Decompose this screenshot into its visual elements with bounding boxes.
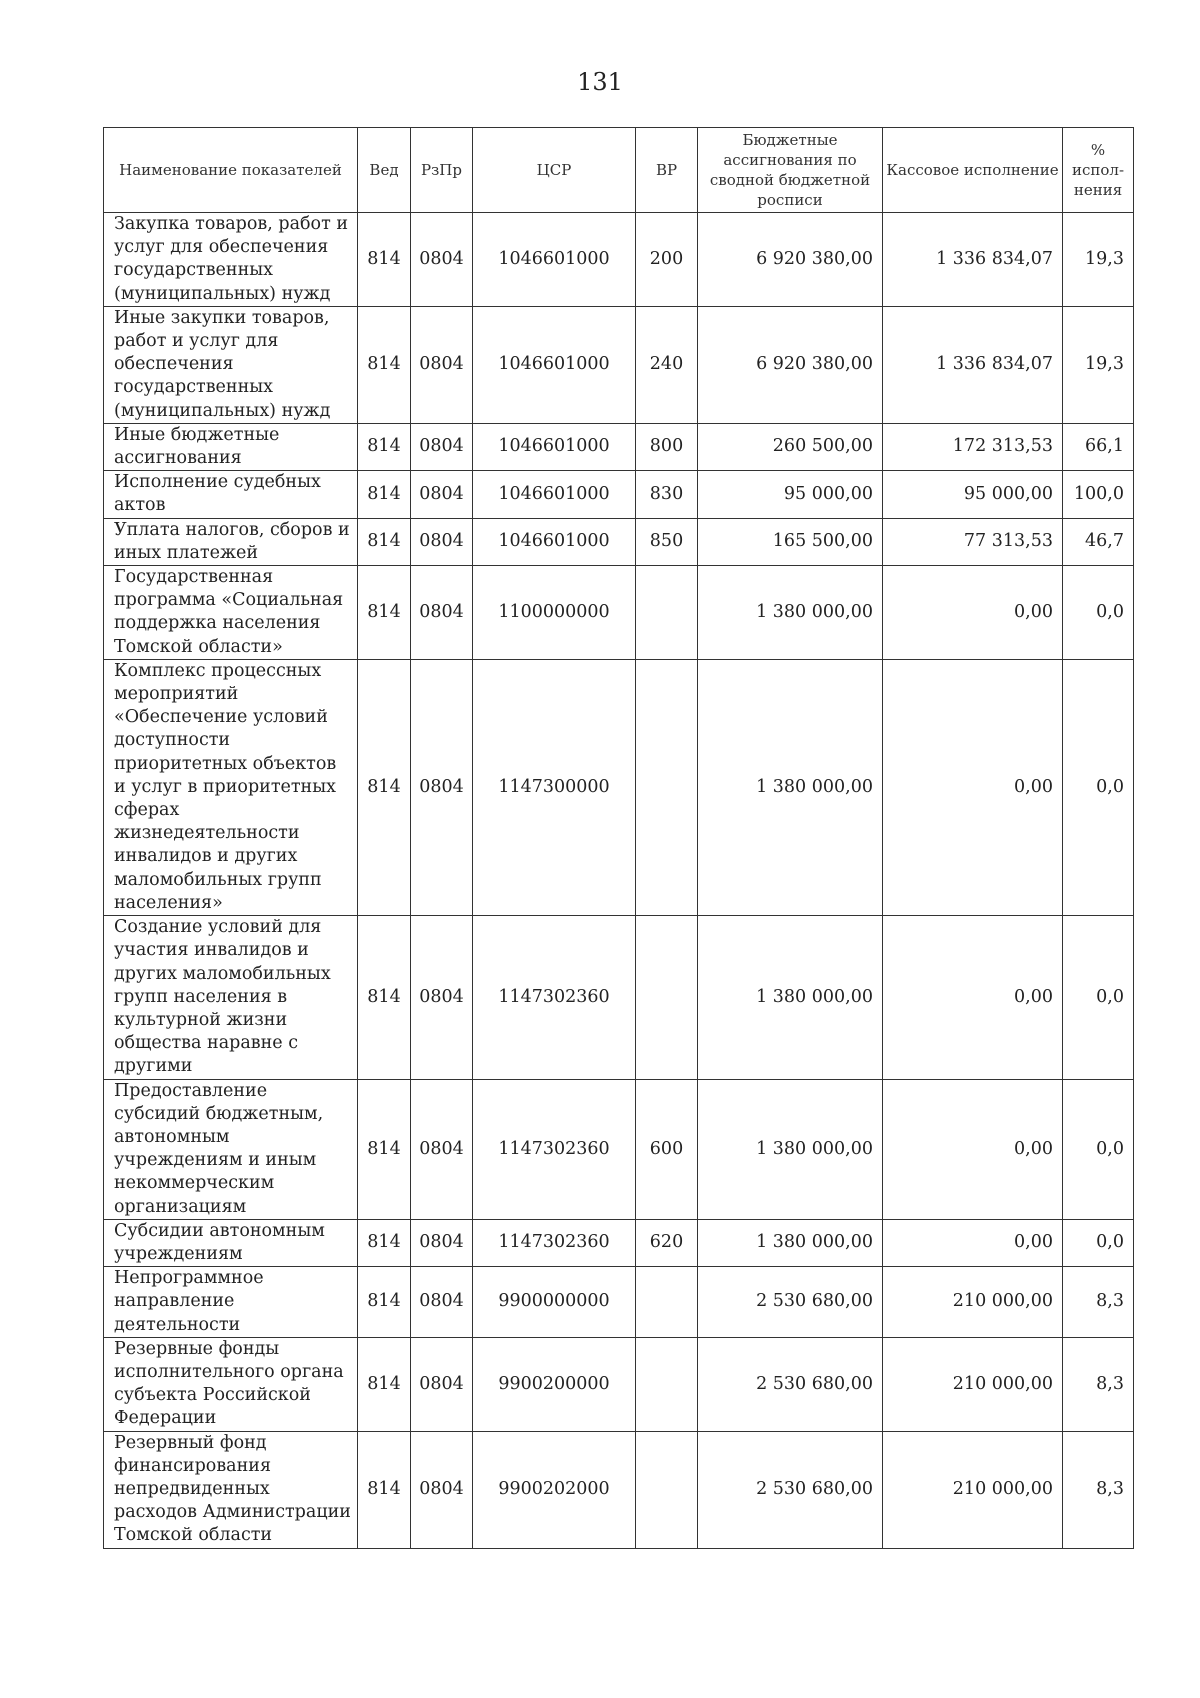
cell-ved: 814 [358,1219,411,1266]
header-budget: Бюджетные ассигнования по сводной бюджетной росписи [698,128,883,213]
table-row [104,1219,1134,1266]
cell-rzpr: 0804 [411,1219,473,1266]
cell-percent: 0,0 [1063,1219,1134,1266]
cell-budget: 1 380 000,00 [698,1079,883,1219]
cell-percent: 66,1 [1063,423,1134,470]
cell-name: Комплекс процессных мероприятий «Обеспечение условий доступности приоритетных объектов и услуг в приоритетных сферах жизнедеятельности инвалидов и других маломобильных групп населения» [104,659,358,915]
table-row [104,1431,1134,1548]
cell-cash: 210 000,00 [883,1267,1063,1338]
table-row [104,471,1134,518]
cell-cash: 172 313,53 [883,423,1063,470]
header-vr: ВР [636,128,698,213]
cell-budget: 6 920 380,00 [698,306,883,423]
cell-csr: 1046601000 [473,306,636,423]
cell-vr: 800 [636,423,698,470]
cell-ved: 814 [358,1431,411,1548]
cell-vr: 620 [636,1219,698,1266]
cell-name: Исполнение судебных актов [104,471,358,518]
cell-vr: 240 [636,306,698,423]
cell-name: Иные бюджетные ассигнования [104,423,358,470]
header-rzpr: РзПр [411,128,473,213]
table-row [104,1337,1134,1431]
header-name: Наименование показателей [104,128,358,213]
cell-name: Закупка товаров, работ и услуг для обеспечения государственных (муниципальных) нужд [104,213,358,307]
cell-name: Уплата налогов, сборов и иных платежей [104,518,358,565]
cell-cash: 77 313,53 [883,518,1063,565]
cell-csr: 1046601000 [473,471,636,518]
table-row [104,916,1134,1079]
cell-rzpr: 0804 [411,423,473,470]
cell-cash: 0,00 [883,659,1063,915]
cell-cash: 0,00 [883,916,1063,1079]
cell-budget: 165 500,00 [698,518,883,565]
cell-percent: 0,0 [1063,566,1134,660]
cell-ved: 814 [358,471,411,518]
cell-cash: 1 336 834,07 [883,213,1063,307]
cell-csr: 9900000000 [473,1267,636,1338]
cell-budget: 1 380 000,00 [698,566,883,660]
budget-execution-table [103,127,1134,1549]
cell-percent: 0,0 [1063,659,1134,915]
table-header-row [104,128,1134,213]
cell-csr: 9900202000 [473,1431,636,1548]
cell-percent: 8,3 [1063,1431,1134,1548]
cell-rzpr: 0804 [411,916,473,1079]
cell-cash: 1 336 834,07 [883,306,1063,423]
cell-percent: 8,3 [1063,1337,1134,1431]
cell-percent: 19,3 [1063,306,1134,423]
table-row [104,659,1134,915]
cell-name: Создание условий для участия инвалидов и других маломобильных групп населения в культурной жизни общества наравне с другими [104,916,358,1079]
cell-vr: 830 [636,471,698,518]
cell-name: Резервный фонд финансирования непредвиденных расходов Администрации Томской области [104,1431,358,1548]
cell-name: Непрограммное направление деятельности [104,1267,358,1338]
cell-vr [636,1267,698,1338]
cell-budget: 1 380 000,00 [698,916,883,1079]
cell-budget: 260 500,00 [698,423,883,470]
cell-csr: 1147302360 [473,1219,636,1266]
cell-rzpr: 0804 [411,1431,473,1548]
cell-ved: 814 [358,423,411,470]
cell-rzpr: 0804 [411,659,473,915]
header-ved: Вед [358,128,411,213]
cell-name: Предоставление субсидий бюджетным, автономным учреждениям и иным некоммерческим организациям [104,1079,358,1219]
cell-vr: 850 [636,518,698,565]
cell-csr: 1046601000 [473,423,636,470]
cell-percent: 100,0 [1063,471,1134,518]
table-row [104,1267,1134,1338]
cell-budget: 2 530 680,00 [698,1431,883,1548]
cell-name: Резервные фонды исполнительного органа субъекта Российской Федерации [104,1337,358,1431]
page-number: 131 [577,68,623,96]
cell-cash: 0,00 [883,1079,1063,1219]
cell-csr: 1147300000 [473,659,636,915]
cell-rzpr: 0804 [411,306,473,423]
cell-csr: 1147302360 [473,916,636,1079]
cell-budget: 6 920 380,00 [698,213,883,307]
header-percent: % испол-нения [1063,128,1134,213]
cell-rzpr: 0804 [411,1337,473,1431]
cell-cash: 210 000,00 [883,1431,1063,1548]
table-row [104,1079,1134,1219]
cell-ved: 814 [358,659,411,915]
table-row [104,306,1134,423]
cell-percent: 19,3 [1063,213,1134,307]
cell-csr: 1046601000 [473,518,636,565]
cell-budget: 2 530 680,00 [698,1267,883,1338]
cell-rzpr: 0804 [411,213,473,307]
cell-percent: 0,0 [1063,1079,1134,1219]
cell-name: Субсидии автономным учреждениям [104,1219,358,1266]
cell-percent: 0,0 [1063,916,1134,1079]
header-csr: ЦСР [473,128,636,213]
cell-cash: 95 000,00 [883,471,1063,518]
cell-budget: 95 000,00 [698,471,883,518]
cell-ved: 814 [358,566,411,660]
table-row [104,566,1134,660]
cell-ved: 814 [358,306,411,423]
cell-rzpr: 0804 [411,471,473,518]
cell-cash: 210 000,00 [883,1337,1063,1431]
cell-vr: 600 [636,1079,698,1219]
cell-ved: 814 [358,213,411,307]
cell-rzpr: 0804 [411,566,473,660]
cell-ved: 814 [358,1337,411,1431]
cell-ved: 814 [358,518,411,565]
cell-csr: 9900200000 [473,1337,636,1431]
cell-ved: 814 [358,916,411,1079]
table-row [104,518,1134,565]
cell-name: Иные закупки товаров, работ и услуг для обеспечения государственных (муниципальных) нужд [104,306,358,423]
cell-budget: 1 380 000,00 [698,1219,883,1266]
cell-cash: 0,00 [883,1219,1063,1266]
cell-budget: 2 530 680,00 [698,1337,883,1431]
cell-vr [636,916,698,1079]
cell-ved: 814 [358,1267,411,1338]
table-row [104,213,1134,307]
cell-budget: 1 380 000,00 [698,659,883,915]
cell-rzpr: 0804 [411,1079,473,1219]
cell-rzpr: 0804 [411,518,473,565]
cell-cash: 0,00 [883,566,1063,660]
cell-ved: 814 [358,1079,411,1219]
table-row [104,423,1134,470]
cell-csr: 1100000000 [473,566,636,660]
cell-vr: 200 [636,213,698,307]
cell-vr [636,566,698,660]
cell-percent: 46,7 [1063,518,1134,565]
cell-csr: 1046601000 [473,213,636,307]
cell-rzpr: 0804 [411,1267,473,1338]
cell-name: Государственная программа «Социальная поддержка населения Томской области» [104,566,358,660]
header-cash: Кассовое исполнение [883,128,1063,213]
cell-percent: 8,3 [1063,1267,1134,1338]
cell-vr [636,1337,698,1431]
cell-vr [636,1431,698,1548]
cell-vr [636,659,698,915]
cell-csr: 1147302360 [473,1079,636,1219]
